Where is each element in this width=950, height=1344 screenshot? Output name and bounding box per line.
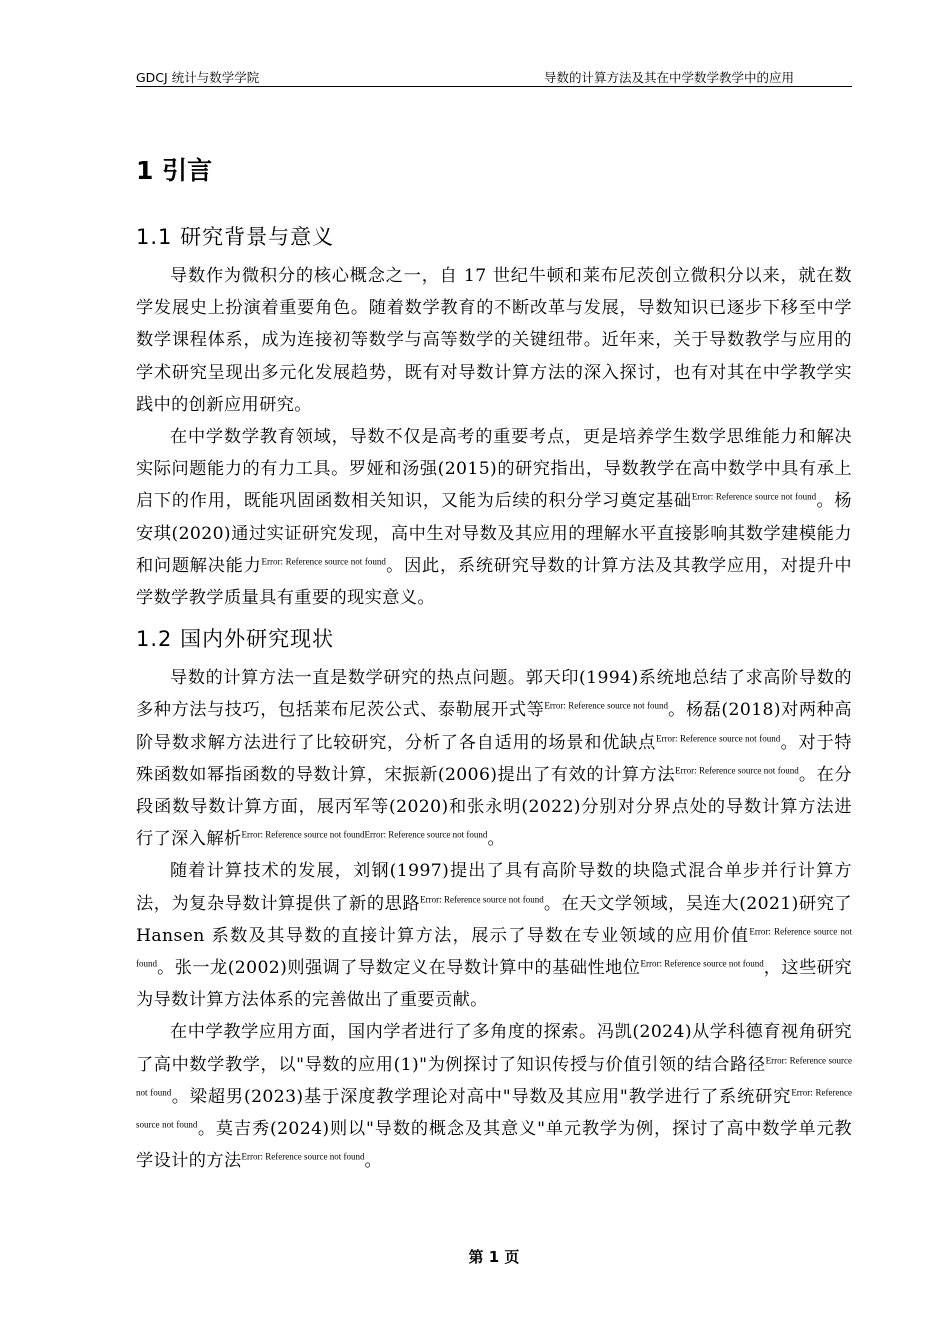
- paragraph-text: 。杨磊(2018)对两种高阶导数求解方法进行了比较研究，分析了各自适用的场景和优缺点: [136, 700, 853, 753]
- paragraph: [136, 855, 852, 1016]
- citation-reference: Error: Reference source not found: [655, 732, 781, 743]
- paragraph: [136, 1016, 852, 1177]
- citation-reference: Error: Reference source not found: [640, 958, 764, 969]
- citation-reference: Error: Reference source not found: [136, 1054, 852, 1098]
- header-paper-title: 导数的计算方法及其在中学数学教学中的应用: [543, 70, 794, 85]
- paragraph-text: 导数的计算方法一直是数学研究的热点问题。郭天印(1994)系统地总结了求高阶导数的多种方法与技巧，包括莱布尼茨公式、泰勒展开式等: [136, 668, 852, 721]
- header-institution: GDCJ 统计与数学学院: [136, 70, 260, 85]
- paragraph-text: 。对于特殊函数如幂指函数的导数计算，宋振新(2006)提出了有效的计算方法: [136, 732, 852, 785]
- paragraph-text: 随着计算技术的发展，刘钢(1997)提出了具有高阶导数的块隐式混合单步并行计算方法，为复杂导数计算提供了新的思路: [136, 861, 852, 914]
- paragraph: [136, 662, 852, 855]
- citation-reference: Error: Reference source not found: [136, 926, 852, 969]
- paragraph-text: 导数作为微积分的核心概念之一，自 17 世纪牛顿和莱布尼茨创立微积分以来，就在数学发展史上扮演着重要角色。随着数学教育的不断改革与发展，导数知识已逐步下移至中学数学课程体系，成为连接初等数学与高等数学的关键纽带。近年来，关于导数教学与应用的学术研究呈现出多元化发展趋势，既有对导数计算方法的深入探讨，也有对其在中学教学实践中的创新应用研究。: [136, 266, 852, 415]
- paragraph-text: ，这些研究为导数计算方法体系的完善做出了重要贡献。: [136, 958, 852, 1011]
- page-header: [136, 66, 852, 87]
- citation-reference: Error: Reference source not found: [261, 556, 386, 567]
- paragraph-text: 在中学数学教育领域，导数不仅是高考的重要考点，更是培养学生数学思维能力和解决实际问题能力的有力工具。罗娅和汤强(2015)的研究指出，导数教学在高中数学中具有承上启下的作用，既能巩固函数相关知识，又能为后续的积分学习奠定基础: [136, 427, 852, 512]
- section-heading-1-2: 1.2 国内外研究现状: [136, 627, 335, 652]
- citation-reference: Error: Reference source not found: [691, 491, 817, 502]
- paragraph-text: 。梁超男(2023)基于深度教学理论对高中"导数及其应用"教学进行了系统研究: [171, 1086, 792, 1107]
- paragraph: [136, 421, 852, 614]
- paragraph-text: 。因此，系统研究导数的计算方法及其教学应用，对提升中学数学教学质量具有重要的现实意义。: [136, 555, 852, 609]
- citation-reference: Error: Reference source not foundError: Reference source not found: [241, 829, 488, 840]
- paragraph-text: 。张一龙(2002)则强调了导数定义在导数计算中的基础性地位: [157, 958, 641, 979]
- paragraph-text: 在中学教学应用方面，国内学者进行了多角度的探索。冯凯(2024)从学科德育视角研究了高中数学教学，以"导数的应用(1)"为例探讨了知识传授与价值引领的结合路径: [136, 1022, 852, 1075]
- document-body: [136, 140, 852, 1177]
- paragraph-text: 。在分段函数导数计算方面，展丙军等(2020)和张永明(2022)分别对分界点处的导数计算方法进行了深入解析: [136, 764, 852, 850]
- section-heading-1-1: 1.1 研究背景与意义: [136, 225, 335, 249]
- page-number: 第 1 页: [468, 1248, 520, 1266]
- paragraph-text: 。: [364, 1151, 383, 1172]
- paragraph-text: 。在天文学领域，吴连大(2021)研究了 Hansen 系数及其导数的直接计算方法，展示了导数在专业领域的应用价值: [136, 893, 853, 946]
- citation-reference: Error: Reference source not found: [241, 1151, 365, 1162]
- paragraph: [136, 260, 852, 421]
- paragraph-text: 。莫吉秀(2024)则以"导数的概念及其意义"单元教学为例，探讨了高中数学单元教学设计的方法: [136, 1119, 852, 1172]
- citation-reference: Error: Reference source not found: [420, 893, 544, 904]
- citation-reference: Error: Reference source not found: [136, 1087, 853, 1130]
- paragraph-text: 。杨安琪(2020)通过实证研究发现，高中生对导数及其应用的理解水平直接影响其数学建模能力和问题解决能力: [136, 491, 852, 576]
- paragraph-text: 。: [487, 829, 506, 850]
- chapter-title: 1 引言: [136, 156, 213, 185]
- citation-reference: Error: Reference source not found: [544, 700, 668, 711]
- citation-reference: Error: Reference source not found: [675, 765, 799, 776]
